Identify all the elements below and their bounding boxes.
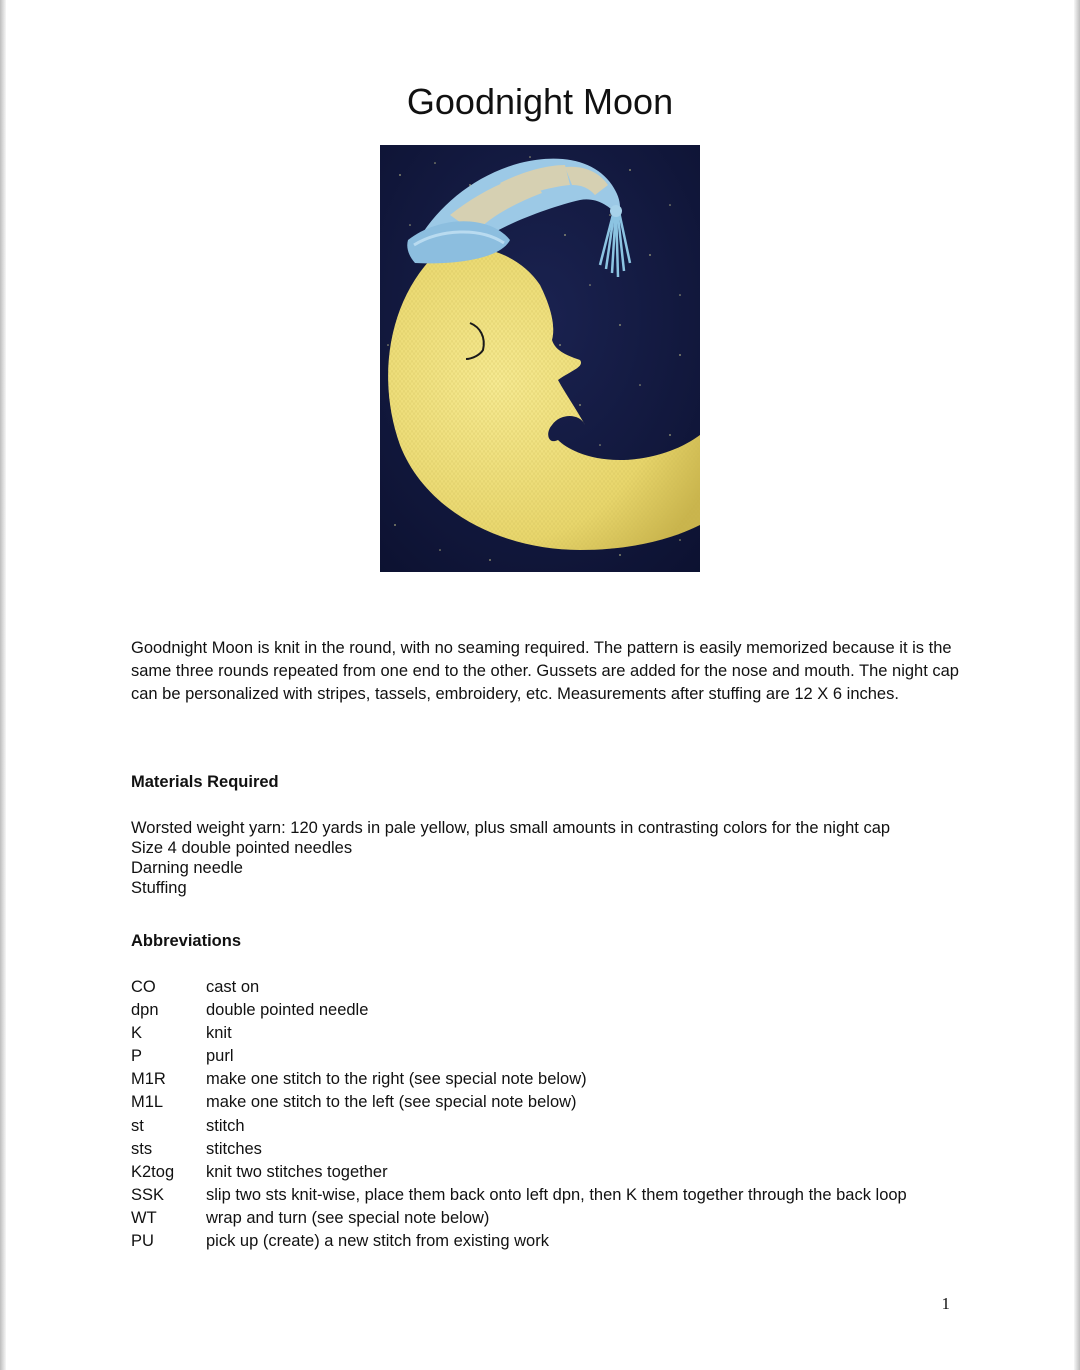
abbreviation-meaning: pick up (create) a new stitch from existing work bbox=[206, 1232, 549, 1251]
materials-item: Worsted weight yarn: 120 yards in pale yellow, plus small amounts in contrasting colors for the night cap bbox=[131, 819, 891, 837]
abbreviation-row bbox=[131, 1091, 907, 1114]
abbreviations-list bbox=[131, 976, 907, 1253]
abbreviation-code: sts bbox=[131, 1139, 153, 1158]
abbreviation-meaning: knit two stitches together bbox=[206, 1162, 388, 1181]
materials-item: Size 4 double pointed needles bbox=[131, 839, 353, 857]
abbreviation-row bbox=[131, 1184, 907, 1207]
document-title: Goodnight Moon bbox=[406, 81, 674, 122]
abbreviation-meaning: knit bbox=[206, 1024, 232, 1043]
materials-item: Stuffing bbox=[131, 879, 187, 897]
abbreviation-row bbox=[131, 1230, 907, 1253]
abbreviation-meaning: stitches bbox=[206, 1139, 262, 1158]
abbreviation-meaning: make one stitch to the right (see special note below) bbox=[206, 1070, 587, 1089]
abbreviation-code: dpn bbox=[131, 1001, 159, 1020]
materials-item: Darning needle bbox=[131, 859, 243, 877]
abbreviation-code: K2tog bbox=[131, 1162, 175, 1181]
materials-heading: Materials Required bbox=[131, 773, 279, 791]
abbreviation-code: PU bbox=[131, 1232, 154, 1251]
abbreviation-row bbox=[131, 1115, 907, 1138]
abbreviation-code: SSK bbox=[131, 1185, 165, 1204]
page-number: 1 bbox=[941, 1294, 950, 1313]
materials-list bbox=[131, 818, 890, 898]
abbreviations-heading: Abbreviations bbox=[131, 932, 242, 950]
intro-paragraph: Goodnight Moon is knit in the round, with no seaming required. The pattern is easily memorized because it is the same three rounds repeated from one end to the other. Gussets are added for the nose and mouth. The night cap can be personalized with stripes, tassels, embroidery, etc. Measurements after stuffing are 12 X 6 inches. bbox=[131, 639, 959, 703]
abbreviation-meaning: cast on bbox=[206, 978, 260, 996]
abbreviation-meaning: wrap and turn (see special note below) bbox=[206, 1208, 490, 1227]
abbreviation-row bbox=[131, 999, 907, 1022]
abbreviation-row bbox=[131, 1045, 907, 1068]
abbreviation-code: M1L bbox=[131, 1093, 164, 1112]
abbreviation-code: WT bbox=[131, 1208, 157, 1227]
abbreviation-meaning: slip two sts knit-wise, place them back onto left dpn, then K them together through the back loop bbox=[206, 1185, 907, 1204]
abbreviation-meaning: double pointed needle bbox=[206, 1001, 369, 1020]
abbreviation-row bbox=[131, 1068, 907, 1091]
abbreviation-code: st bbox=[131, 1116, 144, 1135]
abbreviation-row bbox=[131, 1138, 907, 1161]
abbreviation-row bbox=[131, 1022, 907, 1045]
abbreviation-code: CO bbox=[131, 978, 156, 996]
page-right-edge bbox=[1074, 0, 1080, 1370]
abbreviation-meaning: stitch bbox=[206, 1116, 245, 1135]
abbreviation-code: M1R bbox=[131, 1070, 166, 1089]
abbreviation-meaning: purl bbox=[206, 1047, 234, 1066]
moon-photo bbox=[380, 145, 700, 572]
abbreviation-row bbox=[131, 976, 907, 999]
page-left-edge bbox=[0, 0, 6, 1370]
abbreviation-code: K bbox=[131, 1024, 143, 1043]
abbreviation-code: P bbox=[131, 1047, 143, 1066]
abbreviation-meaning: make one stitch to the left (see special note below) bbox=[206, 1093, 577, 1112]
abbreviation-row bbox=[131, 1161, 907, 1184]
abbreviation-row bbox=[131, 1207, 907, 1230]
